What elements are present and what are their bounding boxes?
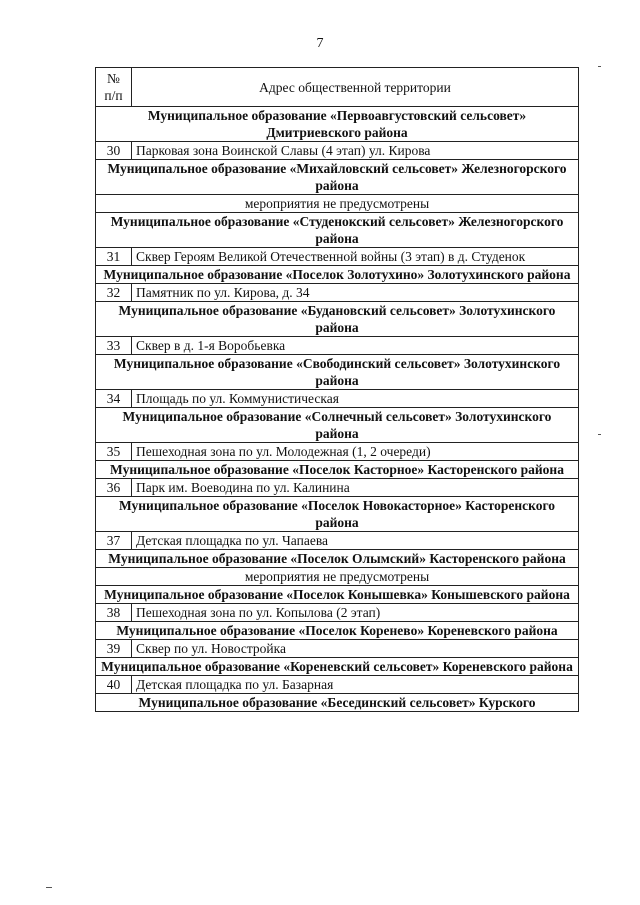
municipality-row [96, 586, 579, 604]
municipality-name: Муниципальное образование «Поселок Олымский» Касторенского района [96, 550, 579, 568]
municipality-row [96, 622, 579, 640]
municipality-name: Муниципальное образование «Михайловский сельсовет» Железногорского района [96, 160, 579, 195]
row-number: 30 [96, 142, 132, 160]
address-cell: Парк им. Воеводина по ул. Калинина [132, 479, 579, 497]
municipality-name: Муниципальное образование «Солнечный сельсовет» Золотухинского района [96, 408, 579, 443]
scan-mark [598, 66, 601, 67]
municipality-name: Муниципальное образование «Поселок Золотухино» Золотухинского района [96, 266, 579, 284]
row-number: 39 [96, 640, 132, 658]
table-row [96, 640, 579, 658]
municipality-row [96, 107, 579, 142]
municipality-name: Муниципальное образование «Свободинский сельсовет» Золотухинского района [96, 355, 579, 390]
row-number: 32 [96, 284, 132, 302]
municipality-row [96, 658, 579, 676]
municipality-name: Муниципальное образование «Поселок Конышевка» Конышевского района [96, 586, 579, 604]
no-activities-row [96, 568, 579, 586]
no-activities-text: мероприятия не предусмотрены [96, 568, 579, 586]
header-number [96, 68, 132, 107]
row-number: 40 [96, 676, 132, 694]
table-row [96, 390, 579, 408]
scan-mark [46, 887, 52, 888]
table-row [96, 479, 579, 497]
municipality-name: Муниципальное образование «Кореневский сельсовет» Кореневского района [96, 658, 579, 676]
table-row [96, 284, 579, 302]
table-row [96, 443, 579, 461]
address-cell: Парковая зона Воинской Славы (4 этап) ул. Кирова [132, 142, 579, 160]
row-number: 31 [96, 248, 132, 266]
address-cell: Сквер Героям Великой Отечественной войны (3 этап) в д. Студенок [132, 248, 579, 266]
row-number: 36 [96, 479, 132, 497]
address-cell: Пешеходная зона по ул. Копылова (2 этап) [132, 604, 579, 622]
table-body [96, 107, 579, 712]
header-number-label: № п/п [104, 71, 123, 103]
row-number: 35 [96, 443, 132, 461]
row-number: 34 [96, 390, 132, 408]
no-activities-row [96, 195, 579, 213]
municipality-row [96, 550, 579, 568]
address-cell: Сквер по ул. Новостройка [132, 640, 579, 658]
table-row [96, 142, 579, 160]
table-header-row [96, 68, 579, 107]
municipality-row [96, 355, 579, 390]
municipality-name: Муниципальное образование «Первоавгустовский сельсовет» Дмитриевского района [96, 107, 579, 142]
municipality-row [96, 408, 579, 443]
table-row [96, 248, 579, 266]
header-address: Адрес общественной территории [132, 68, 579, 107]
address-cell: Памятник по ул. Кирова, д. 34 [132, 284, 579, 302]
table-row [96, 337, 579, 355]
address-cell: Пешеходная зона по ул. Молодежная (1, 2 очереди) [132, 443, 579, 461]
table-row [96, 604, 579, 622]
table-row [96, 532, 579, 550]
municipality-name: Муниципальное образование «Поселок Новокасторное» Касторенского района [96, 497, 579, 532]
row-number: 38 [96, 604, 132, 622]
territory-table [95, 67, 579, 712]
address-cell: Сквер в д. 1-я Воробьевка [132, 337, 579, 355]
municipality-row [96, 160, 579, 195]
municipality-name: Муниципальное образование «Бесединский сельсовет» Курского [96, 694, 579, 712]
municipality-row [96, 497, 579, 532]
municipality-name: Муниципальное образование «Поселок Касторное» Касторенского района [96, 461, 579, 479]
no-activities-text: мероприятия не предусмотрены [96, 195, 579, 213]
address-cell: Детская площадка по ул. Чапаева [132, 532, 579, 550]
page-number: 7 [316, 36, 324, 51]
table-row [96, 676, 579, 694]
municipality-row [96, 461, 579, 479]
municipality-row [96, 266, 579, 284]
municipality-row [96, 213, 579, 248]
municipality-name: Муниципальное образование «Студенокский сельсовет» Железногорского района [96, 213, 579, 248]
scan-mark [598, 434, 601, 435]
municipality-name: Муниципальное образование «Поселок Кореневo» Кореневского района [96, 622, 579, 640]
municipality-row [96, 302, 579, 337]
address-cell: Площадь по ул. Коммунистическая [132, 390, 579, 408]
address-cell: Детская площадка по ул. Базарная [132, 676, 579, 694]
municipality-row [96, 694, 579, 712]
row-number: 37 [96, 532, 132, 550]
row-number: 33 [96, 337, 132, 355]
municipality-name: Муниципальное образование «Будановский сельсовет» Золотухинского района [96, 302, 579, 337]
